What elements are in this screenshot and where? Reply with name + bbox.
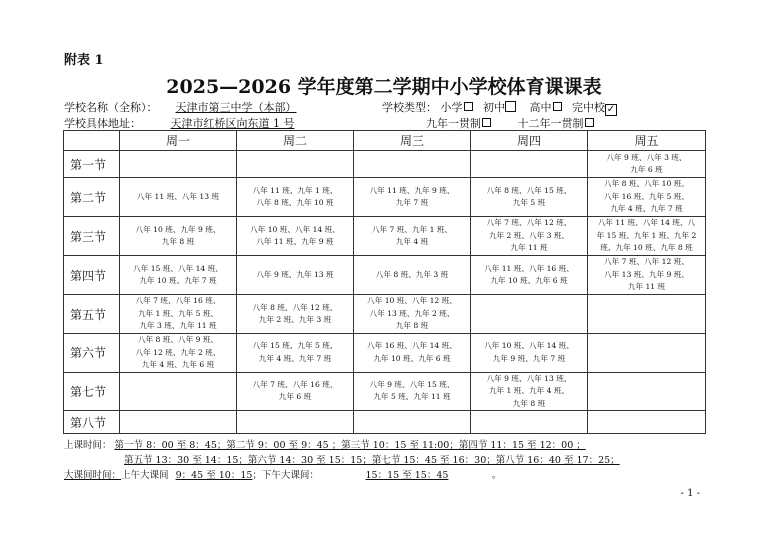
period-label: 第一节 <box>64 151 120 178</box>
table-row <box>64 256 706 295</box>
day-header: 周四 <box>471 131 588 151</box>
schedule-cell: 八年 9 班、八年 13 班、 九年 1 班、九年 4 班、 九年 8 班 <box>471 372 588 411</box>
checkbox-junior[interactable] <box>505 101 516 112</box>
schedule-cell <box>588 295 706 334</box>
schedule-cell <box>471 411 588 434</box>
schedule-cell <box>588 372 706 411</box>
period-label: 第八节 <box>64 411 120 434</box>
table-row <box>64 217 706 256</box>
schedule-cell: 八年 7 班、八年 16 班、 九年 1 班、九年 5 班、 九年 3 班、九年 11 班 <box>120 295 237 334</box>
page-title: 2025—2026 学年度第二学期中小学校体育课课表 <box>166 76 602 98</box>
schedule-cell <box>354 151 471 178</box>
bell-schedule-2: 第五节 13：30 至 14：15；第六节 14：30 至 15：15；第七节 15：45 至 16：30；第八节 16：40 至 17：25； <box>124 455 620 466</box>
address-line <box>64 115 321 131</box>
checkbox-9yr[interactable] <box>482 118 491 127</box>
bell-line-2 <box>124 452 620 466</box>
system-option-9yr: 九年一贯制 <box>426 117 492 130</box>
schedule-cell: 八年 11 班、八年 14 班、八 年 15 班、九年 1 班、九年 2 班、九年 10 班、九年 8 班 <box>588 217 706 256</box>
schedule-cell: 八年 7 班、八年 16 班、 九年 6 班 <box>237 372 354 411</box>
table-row <box>64 295 706 334</box>
system-type-line <box>426 115 595 131</box>
day-header: 周五 <box>588 131 706 151</box>
schedule-cell <box>588 334 706 373</box>
schedule-cell: 八年 15 班、九年 5 班、 九年 4 班、九年 7 班 <box>237 334 354 373</box>
system-option-12yr: 十二年一贯制 <box>518 117 595 130</box>
table-row <box>64 178 706 217</box>
period-label: 第三节 <box>64 217 120 256</box>
schedule-cell: 八年 16 班、八年 14 班、 九年 10 班、九年 6 班 <box>354 334 471 373</box>
schedule-cell <box>120 411 237 434</box>
period-label: 第六节 <box>64 334 120 373</box>
period-label: 第二节 <box>64 178 120 217</box>
schedule-cell: 八年 10 班、八年 14 班、 九年 9 班、九年 7 班 <box>471 334 588 373</box>
checkbox-complete-checked[interactable]: ✓ <box>606 104 616 115</box>
school-type-option-primary: 小学 <box>441 101 474 114</box>
schedule-cell: 八年 9 班、九年 13 班 <box>237 256 354 295</box>
schedule-cell: 八年 11 班、八年 13 班 <box>120 178 237 217</box>
schedule-table <box>63 130 706 434</box>
schedule-cell: 八年 11 班、九年 1 班、 八年 8 班、九年 10 班 <box>237 178 354 217</box>
checkbox-primary[interactable] <box>464 102 473 111</box>
break-afternoon-value: 15：15 至 15：45 <box>365 470 449 481</box>
schedule-cell <box>588 411 706 434</box>
school-name-label: 学校名称（全称）： <box>64 101 158 114</box>
schedule-cell: 八年 8 班、八年 9 班、 八年 12 班、九年 2 班、 九年 4 班、九年 6 班 <box>120 334 237 373</box>
checkbox-12yr[interactable] <box>585 118 594 127</box>
period-label: 第四节 <box>64 256 120 295</box>
schedule-cell: 八年 9 班、八年 15 班、 九年 5 班、九年 11 班 <box>354 372 471 411</box>
period-label: 第七节 <box>64 372 120 411</box>
address-value: 天津市红桥区向东道 1 号 <box>170 117 295 130</box>
page-number: - 1 - <box>680 488 700 499</box>
break-afternoon-label: ；下午大课间： <box>252 470 319 481</box>
table-row <box>64 334 706 373</box>
break-morning-value: 9：45 至 10：15 <box>175 470 253 481</box>
schedule-cell: 八年 7 班、九年 1 班、 九年 4 班 <box>354 217 471 256</box>
schedule-cell: 八年 8 班、八年 10 班、 八年 16 班、九年 5 班、 九年 4 班、九年 7 班 <box>588 178 706 217</box>
day-header: 周三 <box>354 131 471 151</box>
schedule-cell <box>120 372 237 411</box>
school-type-label: 学校类型： <box>382 101 437 114</box>
schedule-cell: 八年 10 班、八年 12 班、 八年 13 班、九年 2 班、 九年 8 班 <box>354 295 471 334</box>
table-row <box>64 151 706 178</box>
schedule-cell <box>237 411 354 434</box>
break-line <box>64 467 501 481</box>
school-type-option-senior: 高中 <box>530 101 563 114</box>
school-name-value: 天津市第三中学（本部） <box>175 101 297 114</box>
schedule-cell: 八年 9 班、八年 3 班、 九年 6 班 <box>588 151 706 178</box>
day-header: 周一 <box>120 131 237 151</box>
bell-label: 上课时间： <box>64 440 112 451</box>
day-header: 周二 <box>237 131 354 151</box>
schedule-cell <box>354 411 471 434</box>
schedule-cell: 八年 7 班、八年 12 班、 八年 13 班、九年 9 班、 九年 11 班 <box>588 256 706 295</box>
school-name-line <box>64 99 311 115</box>
table-row <box>64 411 706 434</box>
schedule-cell: 八年 8 班、九年 3 班 <box>354 256 471 295</box>
schedule-cell: 八年 8 班、八年 12 班、 九年 2 班、九年 3 班 <box>237 295 354 334</box>
corner-cell <box>64 131 120 151</box>
break-end: 。 <box>491 470 502 481</box>
schedule-cell: 八年 10 班、八年 14 班、 八年 11 班、九年 9 班 <box>237 217 354 256</box>
break-label: 大课间时间： <box>64 470 122 481</box>
schedule-cell <box>237 151 354 178</box>
bell-line-1 <box>64 437 586 451</box>
checkbox-senior[interactable] <box>553 102 562 111</box>
table-row <box>64 372 706 411</box>
schedule-cell: 八年 11 班、八年 16 班、 九年 10 班、九年 6 班 <box>471 256 588 295</box>
table-header-row <box>64 131 706 151</box>
schedule-cell: 八年 10 班、九年 9 班、 九年 8 班 <box>120 217 237 256</box>
schedule-cell: 八年 8 班、八年 15 班、 九年 5 班 <box>471 178 588 217</box>
schedule-cell: 八年 11 班、九年 9 班、 九年 7 班 <box>354 178 471 217</box>
schedule-cell: 八年 15 班、八年 14 班、 九年 10 班、九年 7 班 <box>120 256 237 295</box>
annex-label: 附表 1 <box>64 53 104 68</box>
school-type-option-junior: 初中 <box>483 101 516 114</box>
period-label: 第五节 <box>64 295 120 334</box>
schedule-cell <box>471 151 588 178</box>
schedule-cell: 八年 7 班、八年 12 班、 九年 2 班、八年 3 班、 九年 11 班 <box>471 217 588 256</box>
school-type-line <box>382 99 617 116</box>
school-type-option-complete: 完中校 ✓ <box>572 101 616 115</box>
address-label: 学校具体地址： <box>64 117 141 130</box>
schedule-cell <box>120 151 237 178</box>
schedule-cell <box>471 295 588 334</box>
bell-schedule-1: 第一节 8：00 至 8：45；第二节 9：00 至 9：45 ；第三节 10：15 至 11:00；第四节 11：15 至 12：00 ； <box>114 440 586 451</box>
break-morning-label: 上午大课间 <box>121 470 169 481</box>
